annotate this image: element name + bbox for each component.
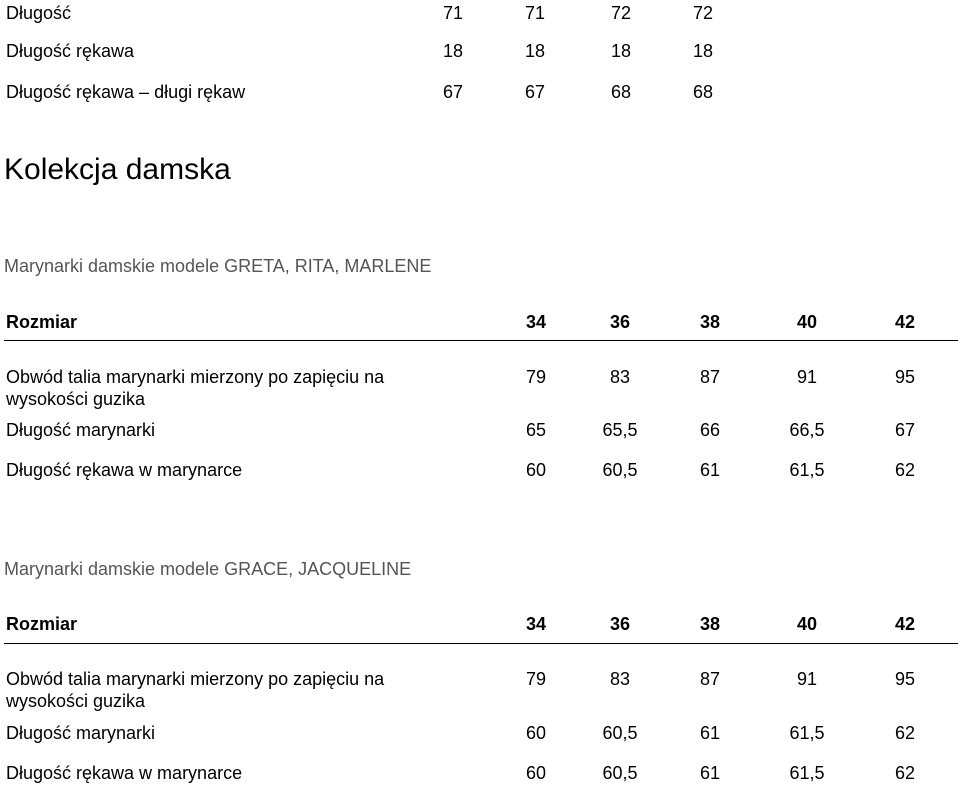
table-cell: 91	[796, 669, 818, 689]
header-divider	[4, 643, 958, 644]
size-header: 38	[699, 312, 721, 332]
table-cell: 18	[524, 41, 546, 61]
table-cell: 60,5	[602, 460, 638, 480]
size-header: 40	[796, 312, 818, 332]
row-label: Długość marynarki	[6, 420, 156, 440]
size-header: 34	[525, 614, 547, 634]
table-cell: 61	[699, 460, 721, 480]
row-label-continued: wysokości guzika	[6, 389, 146, 409]
table-cell: 62	[894, 763, 916, 783]
table-cell: 61	[699, 723, 721, 743]
table-cell: 71	[442, 3, 464, 23]
row-label: Długość rękawa w marynarce	[6, 460, 243, 480]
table-cell: 62	[894, 460, 916, 480]
table-cell: 72	[692, 3, 714, 23]
table-cell: 67	[442, 82, 464, 102]
table-cell: 60	[525, 460, 547, 480]
collection-title: Kolekcja damska	[4, 153, 231, 186]
table-cell: 87	[699, 367, 721, 387]
table-cell: 91	[796, 367, 818, 387]
row-label: Obwód talia marynarki mierzony po zapięciu na	[6, 669, 385, 689]
header-divider	[4, 340, 958, 341]
table-cell: 18	[442, 41, 464, 61]
section-heading: Marynarki damskie modele GRETA, RITA, MARLENE	[4, 256, 432, 276]
table-cell: 66,5	[789, 420, 825, 440]
table-cell: 61,5	[789, 460, 825, 480]
row-label-continued: wysokości guzika	[6, 691, 146, 711]
size-header: 34	[525, 312, 547, 332]
table-cell: 66	[699, 420, 721, 440]
table-cell: 61,5	[789, 723, 825, 743]
row-label: Obwód talia marynarki mierzony po zapięciu na	[6, 367, 385, 387]
table-cell: 60,5	[602, 763, 638, 783]
header-label: Rozmiar	[6, 614, 78, 634]
size-header: 36	[609, 614, 631, 634]
size-header: 40	[796, 614, 818, 634]
table-cell: 83	[609, 669, 631, 689]
size-header: 38	[699, 614, 721, 634]
table-cell: 61,5	[789, 763, 825, 783]
row-label: Długość	[6, 3, 72, 23]
table-cell: 83	[609, 367, 631, 387]
row-label: Długość rękawa – długi rękaw	[6, 82, 246, 102]
table-cell: 79	[525, 367, 547, 387]
table-cell: 60	[525, 723, 547, 743]
size-header: 36	[609, 312, 631, 332]
table-cell: 60,5	[602, 723, 638, 743]
table-cell: 65,5	[602, 420, 638, 440]
header-label: Rozmiar	[6, 312, 78, 332]
table-cell: 18	[610, 41, 632, 61]
table-cell: 67	[894, 420, 916, 440]
table-cell: 87	[699, 669, 721, 689]
table-cell: 67	[524, 82, 546, 102]
table-cell: 68	[610, 82, 632, 102]
section-heading: Marynarki damskie modele GRACE, JACQUELINE	[4, 559, 412, 579]
size-header: 42	[894, 614, 916, 634]
table-cell: 18	[692, 41, 714, 61]
table-cell: 65	[525, 420, 547, 440]
table-cell: 60	[525, 763, 547, 783]
table-cell: 95	[894, 669, 916, 689]
table-cell: 68	[692, 82, 714, 102]
table-cell: 62	[894, 723, 916, 743]
row-label: Długość rękawa	[6, 41, 135, 61]
row-label: Długość rękawa w marynarce	[6, 763, 243, 783]
table-cell: 72	[610, 3, 632, 23]
row-label: Długość marynarki	[6, 723, 156, 743]
table-cell: 95	[894, 367, 916, 387]
table-cell: 61	[699, 763, 721, 783]
table-cell: 79	[525, 669, 547, 689]
size-header: 42	[894, 312, 916, 332]
table-cell: 71	[524, 3, 546, 23]
